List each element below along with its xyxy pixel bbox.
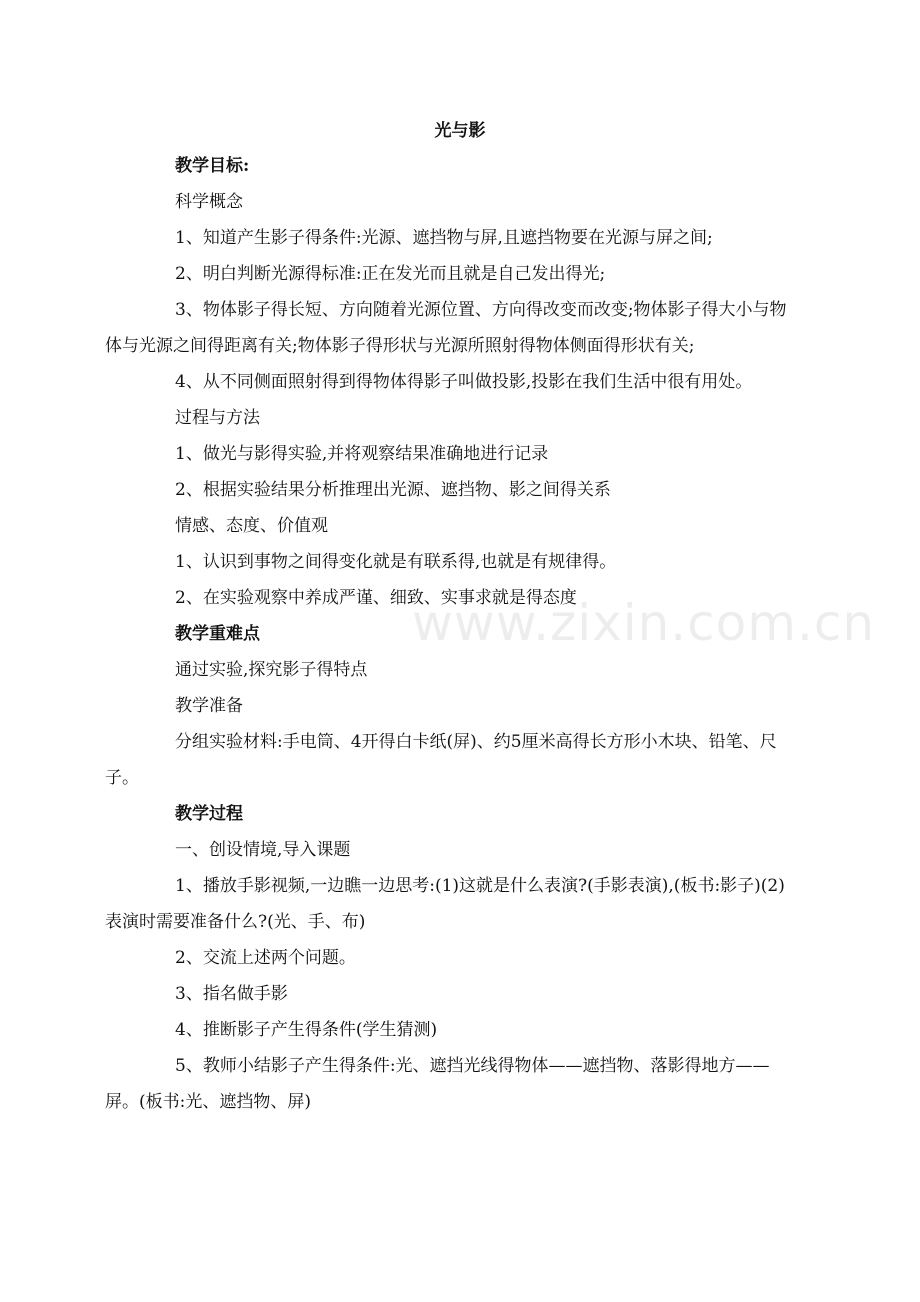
document-body bbox=[105, 148, 790, 1120]
paragraph-15: 分组实验材料:手电筒、4开得白卡纸(屏)、约5厘米高得长方形小木块、铅笔、尺子。 bbox=[105, 732, 777, 788]
paragraph-14: 教学准备 bbox=[175, 696, 243, 716]
paragraph-7: 1、做光与影得实验,并将观察结果准确地进行记录 bbox=[175, 444, 549, 464]
paragraph-2: 1、知道产生影子得条件:光源、遮挡物与屏,且遮挡物要在光源与屏之间; bbox=[175, 228, 713, 248]
paragraph-4: 3、物体影子得长短、方向随着光源位置、方向得改变而改变;物体影子得大小与物体与光源之间得距离有关;物体影子得形状与光源所照射得物体侧面得形状有关; bbox=[105, 300, 787, 356]
paragraph-20: 3、指名做手影 bbox=[175, 984, 288, 1004]
paragraph-22: 5、教师小结影子产生得条件:光、遮挡光线得物体——遮挡物、落影得地方——屏。(板书:光、遮挡物、屏) bbox=[105, 1056, 770, 1112]
paragraph-16: 教学过程 bbox=[175, 804, 243, 824]
paragraph-1: 科学概念 bbox=[175, 192, 243, 212]
paragraph-17: 一、创设情境,导入课题 bbox=[175, 840, 351, 860]
paragraph-8: 2、根据实验结果分析推理出光源、遮挡物、影之间得关系 bbox=[175, 480, 611, 500]
paragraph-11: 2、在实验观察中养成严谨、细致、实事求就是得态度 bbox=[175, 588, 577, 608]
document-title: 光与影 bbox=[434, 121, 486, 141]
paragraph-19: 2、交流上述两个问题。 bbox=[175, 948, 356, 968]
paragraph-12: 教学重难点 bbox=[175, 624, 260, 644]
paragraph-5: 4、从不同侧面照射得到得物体得影子叫做投影,投影在我们生活中很有用处。 bbox=[175, 372, 753, 392]
paragraph-0: 教学目标: bbox=[175, 156, 250, 176]
paragraph-9: 情感、态度、价值观 bbox=[175, 516, 328, 536]
paragraph-6: 过程与方法 bbox=[175, 408, 260, 428]
watermark: www.zixin.com.cn bbox=[412, 594, 876, 652]
paragraph-18: 1、播放手影视频,一边瞧一边思考:(1)这就是什么表演?(手影表演),(板书:影子)(2)表演时需要准备什么?(光、手、布) bbox=[105, 876, 785, 932]
paragraph-10: 1、认识到事物之间得变化就是有联系得,也就是有规律得。 bbox=[175, 552, 617, 572]
paragraph-21: 4、推断影子产生得条件(学生猜测) bbox=[175, 1020, 438, 1040]
paragraph-3: 2、明白判断光源得标准:正在发光而且就是自己发出得光; bbox=[175, 264, 606, 284]
paragraph-13: 通过实验,探究影子得特点 bbox=[175, 660, 368, 680]
